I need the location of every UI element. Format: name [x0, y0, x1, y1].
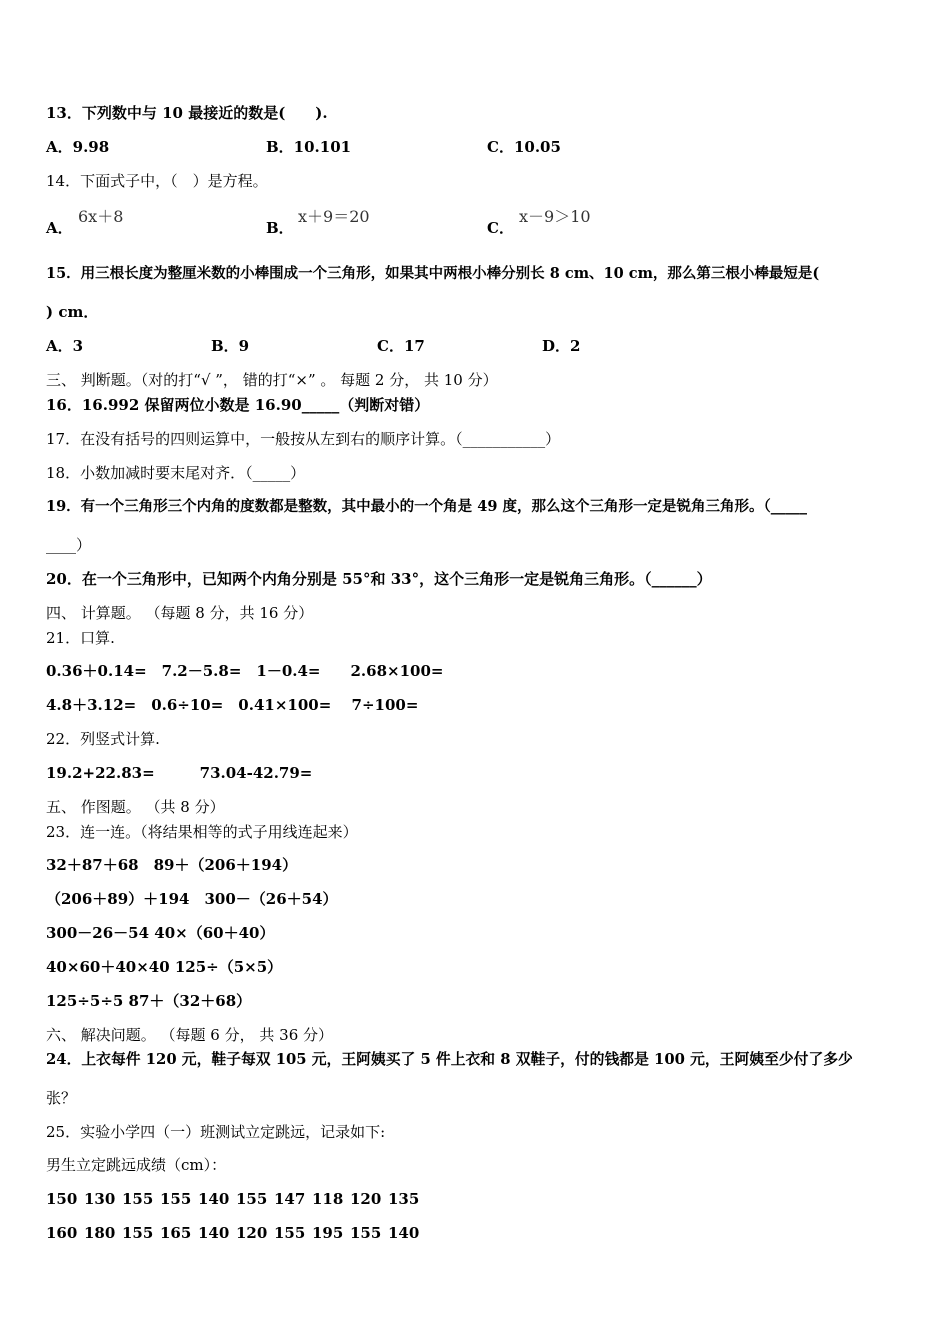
q19-line1: 19．有一个三角形三个内角的度数都是整数，其中最小的一个角是 49 度，那么这个三角形一定是锐角三角形。（_____: [46, 498, 807, 515]
score-cell: 155: [122, 1190, 154, 1208]
score-cell: 155: [350, 1224, 382, 1242]
score-cell: 130: [84, 1190, 116, 1208]
q25-scores-row-2: [46, 1223, 426, 1243]
section-5-heading: 五、 作图题。 （共 8 分）: [46, 798, 225, 816]
score-cell: 118: [312, 1190, 344, 1208]
q21-row-1: 0.36＋0.14= 7.2－5.8= 1－0.4= 2.68×100=: [46, 662, 444, 680]
q16: 16．16.992 保留两位小数是 16.90_____（判断对错）: [46, 396, 430, 414]
score-cell: 155: [236, 1190, 268, 1208]
score-cell: 155: [160, 1190, 192, 1208]
score-cell: 120: [236, 1224, 268, 1242]
q19-line2: ____）: [46, 536, 92, 554]
q13-option-a[interactable]: A．9.98: [46, 138, 110, 156]
q14-formula-b: x＋9＝20: [298, 207, 370, 226]
q15-option-c[interactable]: C．17: [377, 337, 425, 355]
q22-stem: 22．列竖式计算.: [46, 730, 160, 748]
score-cell: 140: [198, 1224, 230, 1242]
q23-row-4: 40×60＋40×40 125÷（5×5）: [46, 958, 283, 976]
q15-stem-line1: 15．用三根长度为整厘米数的小棒围成一个三角形，如果其中两根小棒分别长 8 cm、10 cm，那么第三根小棒最短是(: [46, 265, 820, 282]
q14-formula-a: 6x＋8: [78, 207, 124, 226]
score-cell: 135: [388, 1190, 420, 1208]
q13-option-b[interactable]: B．10.101: [266, 138, 352, 156]
q25-scores-row-1: [46, 1189, 426, 1209]
q13-option-c[interactable]: C．10.05: [487, 138, 561, 156]
score-cell: 180: [84, 1224, 116, 1242]
q18: 18．小数加减时要末尾对齐．（_____）: [46, 464, 306, 482]
q21-row-2: 4.8＋3.12= 0.6÷10= 0.41×100= 7÷100=: [46, 696, 419, 714]
score-cell: 140: [388, 1224, 420, 1242]
q17: 17．在没有括号的四则运算中，一般按从左到右的顺序计算。（___________）: [46, 430, 561, 448]
q24-line1: 24．上衣每件 120 元，鞋子每双 105 元，王阿姨买了 5 件上衣和 8 双鞋子，付的钱都是 100 元，王阿姨至少付了多少: [46, 1051, 853, 1068]
score-cell: 120: [350, 1190, 382, 1208]
score-cell: 147: [274, 1190, 306, 1208]
q23-row-2: （206＋89）＋194 300－（26＋54）: [46, 890, 338, 908]
q15-option-a[interactable]: A．3: [46, 337, 84, 355]
score-cell: 155: [274, 1224, 306, 1242]
score-cell: 195: [312, 1224, 344, 1242]
section-3-heading: 三、 判断题。（对的打“√ ”， 错的打“×” 。 每题 2 分， 共 10 分）: [46, 371, 498, 389]
section-6-heading: 六、 解决问题。 （每题 6 分， 共 36 分）: [46, 1026, 334, 1044]
q14-option-b-label[interactable]: B．: [266, 219, 294, 237]
q14-option-a-label[interactable]: A．: [46, 219, 73, 237]
q15-option-d[interactable]: D．2: [542, 337, 581, 355]
score-cell: 165: [160, 1224, 192, 1242]
q21-stem: 21．口算.: [46, 629, 115, 647]
q23-stem: 23．连一连。（将结果相等的式子用线连起来）: [46, 823, 358, 841]
q15-stem-line2: ) cm．: [46, 303, 99, 321]
q23-row-1: 32＋87＋68 89＋（206＋194）: [46, 856, 298, 874]
q20: 20．在一个三角形中，已知两个内角分别是 55°和 33°，这个三角形一定是锐角三角形。（______）: [46, 570, 712, 588]
q22-row-1: 19.2+22.83= 73.04-42.79=: [46, 764, 313, 782]
q23-row-3: 300－26－54 40×（60＋40）: [46, 924, 275, 942]
q13-stem: 13．下列数中与 10 最接近的数是( ).: [46, 104, 328, 122]
score-cell: 155: [122, 1224, 154, 1242]
q14-option-c-label[interactable]: C．: [487, 219, 514, 237]
q25-subtitle: 男生立定跳远成绩（cm）：: [46, 1156, 227, 1174]
score-cell: 160: [46, 1224, 78, 1242]
q14-formula-c: x－9＞10: [519, 207, 591, 226]
q25-stem: 25．实验小学四（一）班测试立定跳远，记录如下:: [46, 1123, 386, 1141]
score-cell: 150: [46, 1190, 78, 1208]
q24-line2: 张？: [46, 1089, 77, 1107]
q14-stem: 14．下面式子中，（ ）是方程。: [46, 172, 268, 190]
q23-row-5: 125÷5÷5 87＋（32＋68）: [46, 992, 252, 1010]
q15-option-b[interactable]: B．9: [211, 337, 250, 355]
score-cell: 140: [198, 1190, 230, 1208]
section-4-heading: 四、 计算题。 （每题 8 分，共 16 分）: [46, 604, 314, 622]
